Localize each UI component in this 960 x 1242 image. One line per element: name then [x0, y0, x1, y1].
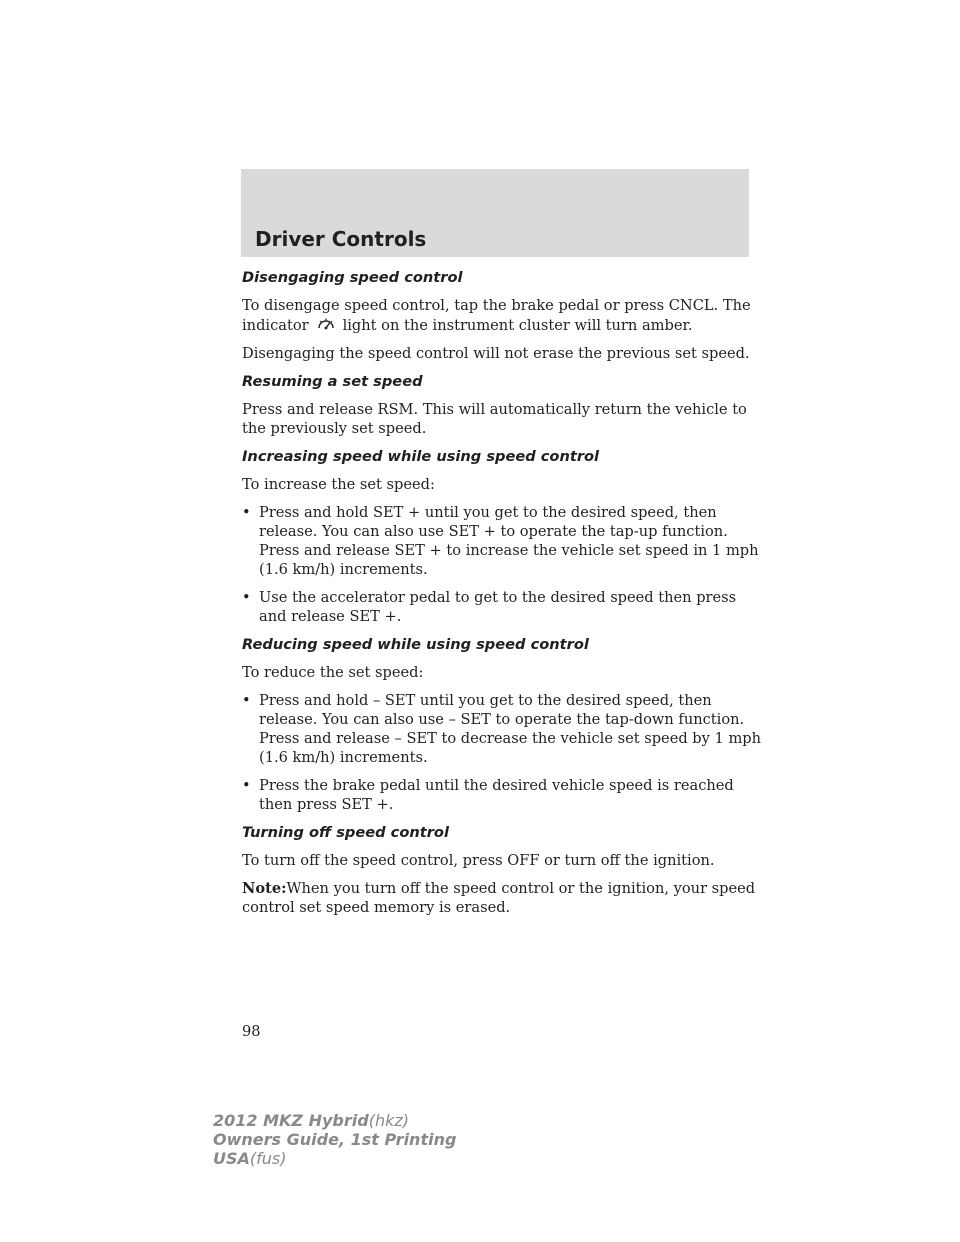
reduce-steps-list: [242, 691, 762, 814]
bullet: •: [242, 589, 251, 606]
list-item: • Press the brake pedal until the desired vehicle speed is reached then press SET +.: [242, 777, 734, 813]
note-paragraph: [242, 879, 762, 917]
heading-turning-off: Turning off speed control: [242, 824, 449, 841]
increase-steps-list: [242, 503, 762, 626]
list-item: • Press and hold SET + until you get to the desired speed, then release. You can also use SET + to operate the tap-up function. Press and release SET + to increase the vehicle set speed in 1 mph (1.6 km/h) increments.: [242, 504, 759, 578]
footer-imprint: [213, 1111, 456, 1168]
heading-disengaging: Disengaging speed control: [242, 269, 463, 286]
paragraph-disengage-note: Disengaging the speed control will not erase the previous set speed.: [242, 345, 750, 362]
paragraph-disengage: To disengage speed control, tap the brake pedal or press CNCL. The indicator light on the instrument cluster will turn amber.: [242, 297, 751, 334]
list-item: • Press and hold – SET until you get to the desired speed, then release. You can also use – SET to operate the tap-down function. Press and release – SET to decrease the vehicle set speed by 1 mph (1.6 km/h) increments.: [242, 692, 762, 766]
footer-line-2: Owners Guide, 1st Printing: [213, 1130, 457, 1149]
section-title: Driver Controls: [255, 227, 427, 251]
footer-line-3: USA(fus): [213, 1149, 287, 1168]
note-text: When you turn off the speed control or the ignition, your speed control set speed memory is erased.: [242, 880, 756, 916]
list-item: • Use the accelerator pedal to get to the desired speed then press and release SET +.: [242, 589, 737, 625]
paragraph-reduce-intro: To reduce the set speed:: [242, 664, 424, 681]
section-header-band: [241, 169, 749, 257]
paragraph-increase-intro: To increase the set speed:: [242, 476, 435, 493]
heading-reducing: Reducing speed while using speed control: [242, 636, 589, 653]
page-number: 98: [242, 1023, 261, 1040]
paragraph-resuming: Press and release RSM. This will automatically return the vehicle to the previously set speed.: [242, 401, 747, 437]
paragraph-turn-off: To turn off the speed control, press OFF or turn off the ignition.: [242, 852, 715, 869]
bullet: •: [242, 777, 251, 794]
heading-resuming: Resuming a set speed: [242, 373, 423, 390]
speed-control-indicator-icon: [311, 315, 341, 331]
bullet: •: [242, 504, 251, 521]
bullet: •: [242, 692, 251, 709]
heading-increasing: Increasing speed while using speed control: [242, 448, 600, 465]
footer-line-1: 2012 MKZ Hybrid(hkz): [213, 1111, 409, 1130]
page-content: [242, 268, 762, 926]
note-label: Note:: [242, 880, 287, 897]
